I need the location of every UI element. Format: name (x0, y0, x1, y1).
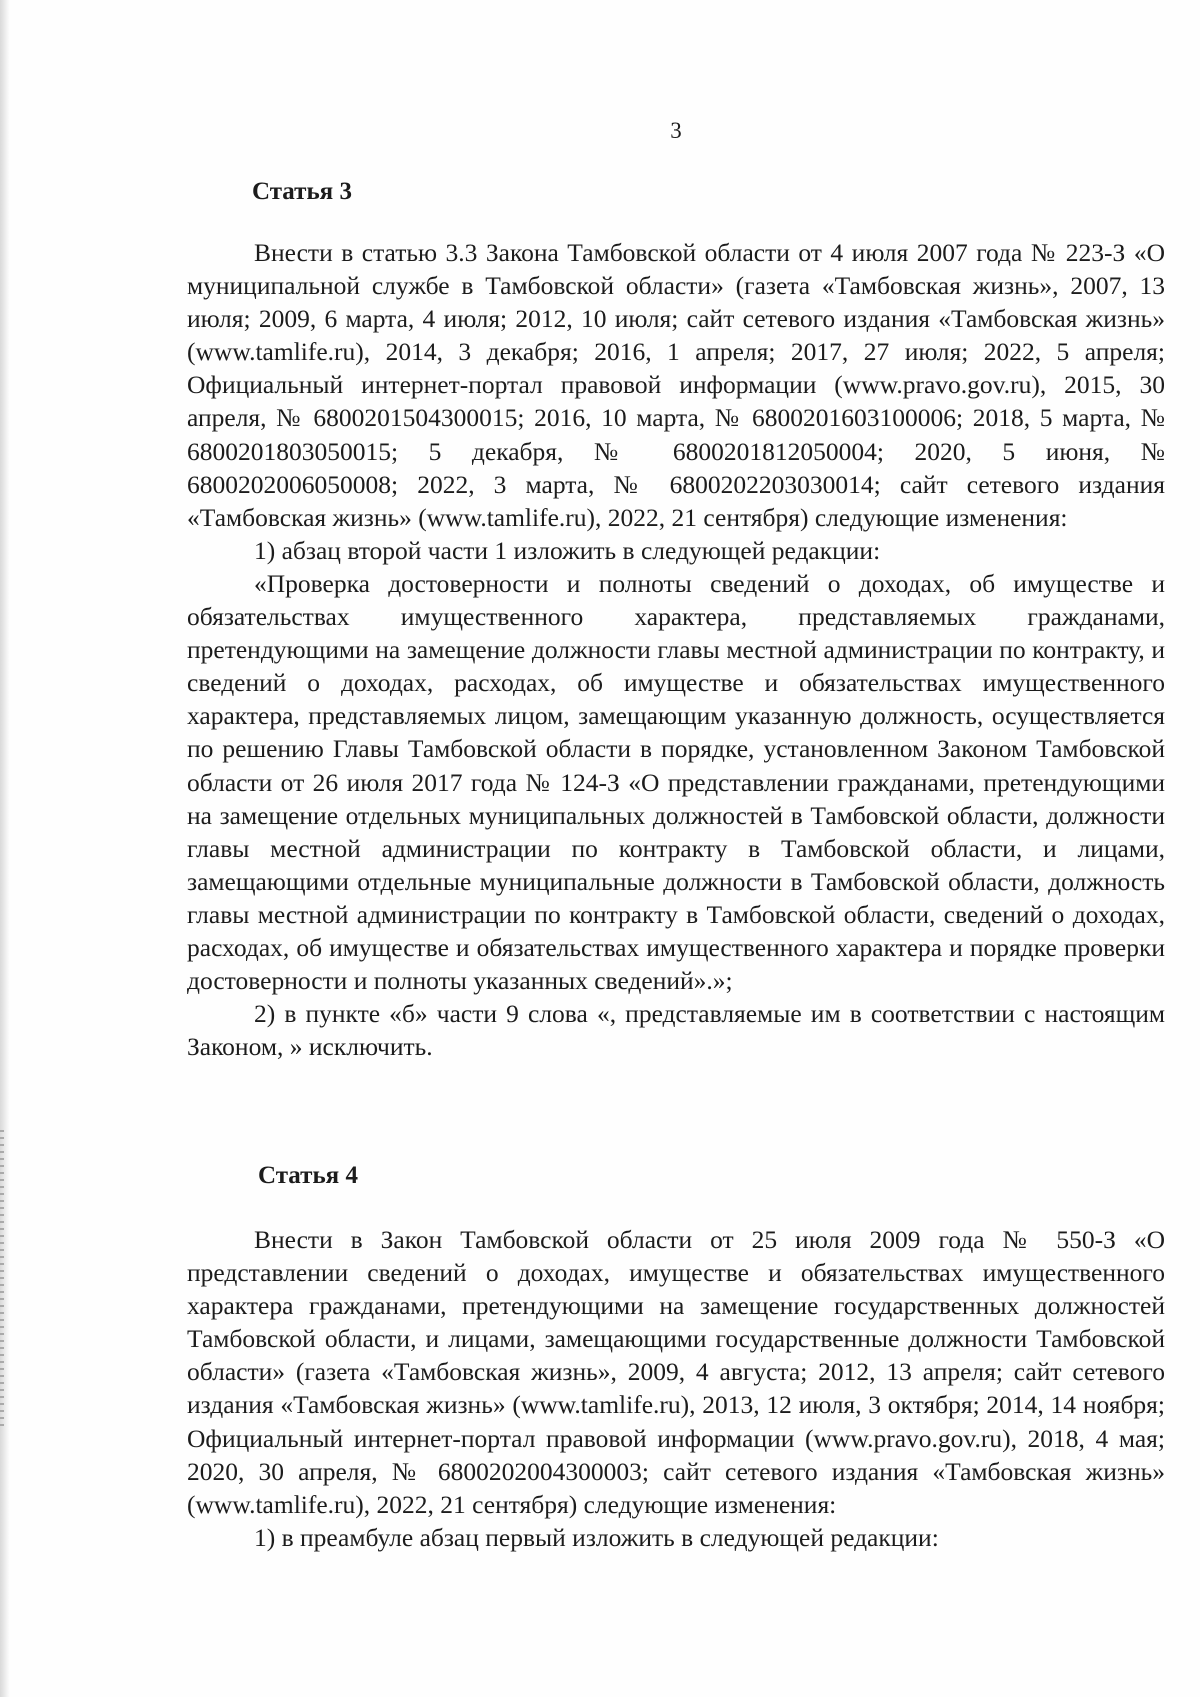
article-4-paragraph-2: 1) в преамбуле абзац первый изложить в следующей редакции: (254, 1522, 939, 1552)
article-3-paragraph-4: 2) в пункте «б» части 9 слова «, представляемые им в соответствии с настоящим Законом, » исключить. (187, 999, 1165, 1062)
article-4-body (187, 1223, 1165, 1554)
article-3-paragraph-1: Внести в статью 3.3 Закона Тамбовской области от 4 июля 2007 года № 223-З «О муниципальной службе в Тамбовской области» (газета «Тамбовская жизнь», 2007, 13 июля; 2009, 6 марта, 4 июля; 2012, 10 июля; сайт сетевого издания «Тамбовская жизнь» (www.tamlife.ru), 2014, 3 декабря; 2016, 1 апреля; 2017, 27 июля; 2022, 5 апреля; Официальный интернет-портал правовой информации (www.pravo.gov.ru), 2015, 30 апреля, № 6800201504300015; 2016, 10 марта, № 6800201603100006; 2018, 5 марта, № 6800201803050015; 5 декабря, № 6800201812050004; 2020, 5 июня, № 6800202006050008; 2022, 3 марта, № 6800202203030014; сайт сетевого издания «Тамбовская жизнь» (www.tamlife.ru), 2022, 21 сентября) следующие изменения: (187, 238, 1165, 532)
scan-noise (0, 1130, 4, 1430)
article-3-paragraph-2: 1) абзац второй части 1 изложить в следующей редакции: (254, 535, 881, 565)
page-number: 3 (670, 118, 682, 143)
article-3-heading: Статья 3 (252, 178, 352, 205)
article-4-heading: Статья 4 (258, 1162, 358, 1189)
scan-edge-shadow (0, 0, 10, 1697)
article-3-paragraph-3: «Проверка достоверности и полноты сведений о доходах, об имуществе и обязательствах имущественного характера, представляемых гражданами, претендующими на замещение должности главы местной администрации по контракту, и сведений о доходах, расходах, об имуществе и обязательствах имущественного характера, представляемых лицом, замещающим указанную должность, осуществляется по решению Главы Тамбовской области в порядке, установленном Законом Тамбовской области от 26 июля 2017 года № 124-З «О представлении гражданами, претендующими на замещение отдельных муниципальных должностей в Тамбовской области, должности главы местной администрации по контракту в Тамбовской области, и лицами, замещающими отдельные муниципальные должности в Тамбовской области, должность главы местной администрации по контракту в Тамбовской области, сведений о доходах, расходах, об имуществе и обязательствах имущественного характера и порядке проверки достоверности и полноты указанных сведений».»; (187, 568, 1165, 996)
article-4-paragraph-1: Внести в Закон Тамбовской области от 25 июля 2009 года № 550-З «О представлении сведений о доходах, имуществе и обязательствах имущественного характера гражданами, претендующими на замещение государственных должностей Тамбовской области, и лицами, замещающими государственные должности Тамбовской области» (газета «Тамбовская жизнь», 2009, 4 августа; 2012, 13 апреля; сайт сетевого издания «Тамбовская жизнь» (www.tamlife.ru), 2013, 12 июля, 3 октября; 2014, 14 ноября; Официальный интернет-портал правовой информации (www.pravo.gov.ru), 2018, 4 мая; 2020, 30 апреля, № 6800202004300003; сайт сетевого издания «Тамбовская жизнь» (www.tamlife.ru), 2022, 21 сентября) следующие изменения: (187, 1225, 1165, 1519)
article-3-body (187, 236, 1165, 1063)
